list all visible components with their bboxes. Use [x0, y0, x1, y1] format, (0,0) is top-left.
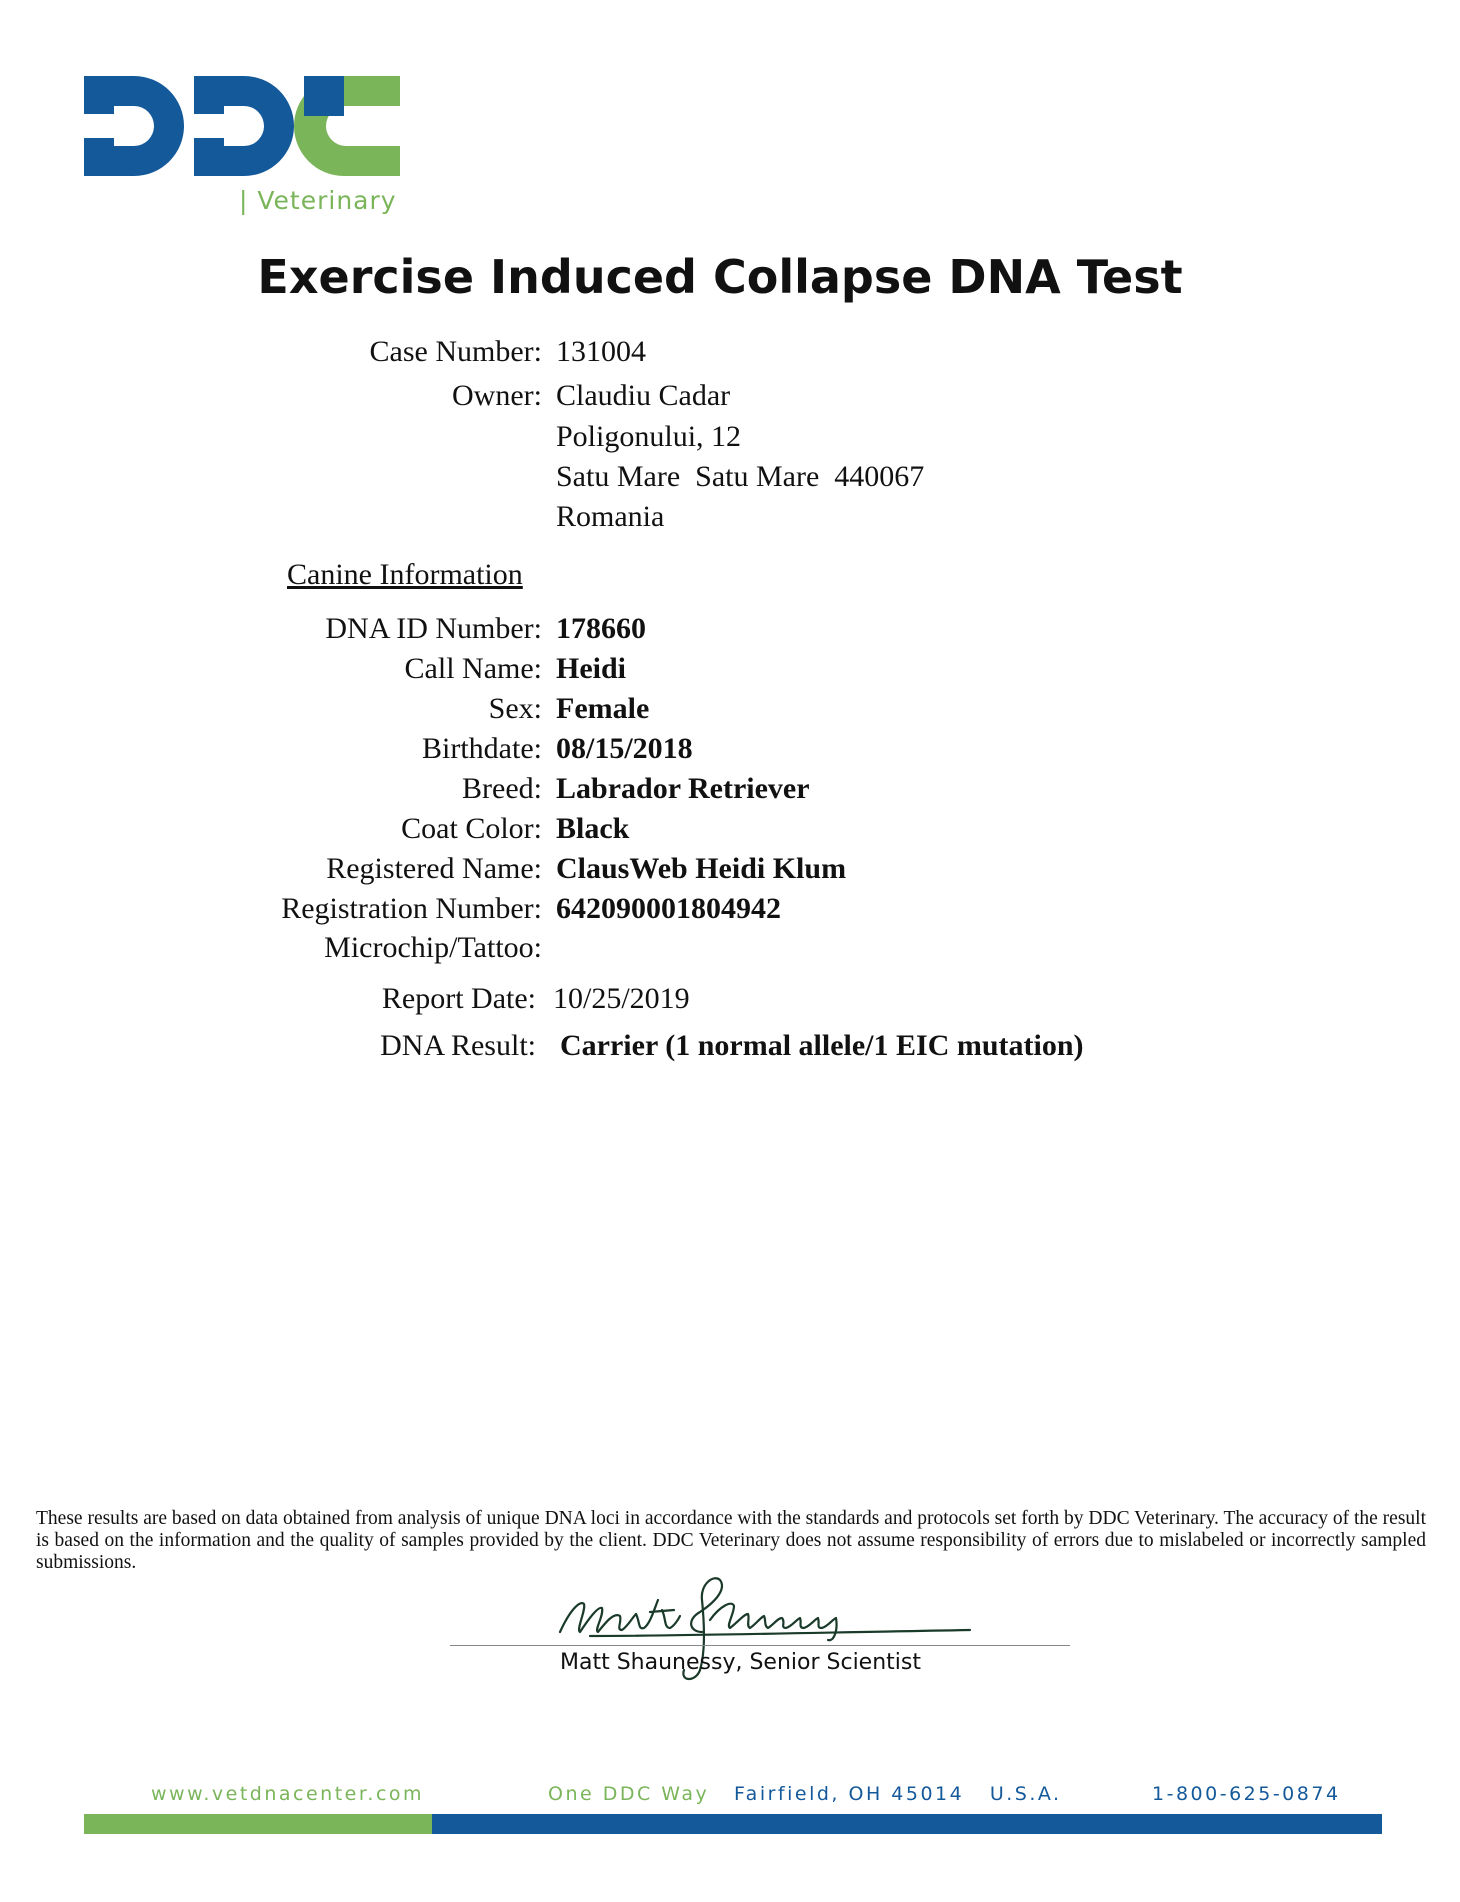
registered-name-value: ClausWeb Heidi Klum [556, 852, 847, 885]
owner-name: Claudiu Cadar [556, 379, 731, 412]
registered-name-label: Registered Name: [326, 852, 542, 885]
page-title: Exercise Induced Collapse DNA Test [257, 250, 1183, 304]
dna-result-value: Carrier (1 normal allele/1 EIC mutation) [560, 1029, 1084, 1062]
birthdate-value: 08/15/2018 [556, 732, 693, 765]
dna-id-label: DNA ID Number: [325, 612, 542, 645]
dna-result-row [0, 1029, 1460, 1069]
breed-value: Labrador Retriever [556, 772, 810, 805]
report-date-value: 10/25/2019 [553, 982, 690, 1015]
coat-color-label: Coat Color: [401, 812, 542, 845]
owner-label: Owner: [452, 379, 542, 412]
case-number-value: 131004 [556, 335, 646, 368]
footer-address-street: One DDC Way [548, 1783, 710, 1805]
owner-address-line-3: Romania [556, 500, 665, 533]
sex-label: Sex: [488, 692, 542, 725]
owner-row [0, 379, 1460, 539]
registration-number-label: Registration Number: [281, 892, 542, 925]
microchip-label: Microchip/Tattoo: [324, 931, 542, 964]
signature-line [450, 1645, 1070, 1646]
sex-value: Female [556, 692, 650, 725]
registration-number-value: 642090001804942 [556, 892, 781, 925]
call-name-value: Heidi [556, 652, 627, 685]
call-name-label: Call Name: [404, 652, 542, 685]
owner-address-line-1: Poligonului, 12 [556, 420, 742, 453]
case-number-label: Case Number: [369, 335, 542, 368]
disclaimer-text: These results are based on data obtained from analysis of unique DNA loci in accordance with the standards and protocols set forth by DDC Veterinary. The accuracy of the result is based on the information and the quality of samples provided by the client. DDC Veterinary does not assume responsibility of errors due to mislabeled or incorrectly sampled submissions. [36, 1508, 1426, 1573]
owner-address-line-2: Satu Mare Satu Mare 440067 [556, 460, 925, 493]
signer-name-title: Matt Shaunessy, Senior Scientist [560, 1650, 921, 1675]
report-date-label: Report Date: [381, 982, 536, 1015]
report-date-row [0, 982, 1460, 1022]
footer-address-city: Fairfield, OH 45014 U.S.A. [734, 1783, 1062, 1805]
case-number-row [0, 335, 1460, 375]
breed-label: Breed: [462, 772, 542, 805]
footer-bar-green [84, 1814, 432, 1834]
canine-fields [0, 612, 1460, 972]
footer-website[interactable]: www.vetdnacenter.com [151, 1783, 425, 1805]
coat-color-value: Black [556, 812, 630, 845]
footer-phone: 1-800-625-0874 [1152, 1783, 1341, 1805]
logo-subtitle: | Veterinary [239, 186, 397, 215]
dna-id-value: 178660 [556, 612, 646, 645]
ddc-logo-icon [84, 76, 404, 176]
dna-result-label: DNA Result: [380, 1029, 536, 1062]
birthdate-label: Birthdate: [422, 732, 542, 765]
canine-information-heading: Canine Information [287, 558, 523, 591]
footer-bar-blue [432, 1814, 1382, 1834]
ddc-logo [84, 76, 404, 226]
